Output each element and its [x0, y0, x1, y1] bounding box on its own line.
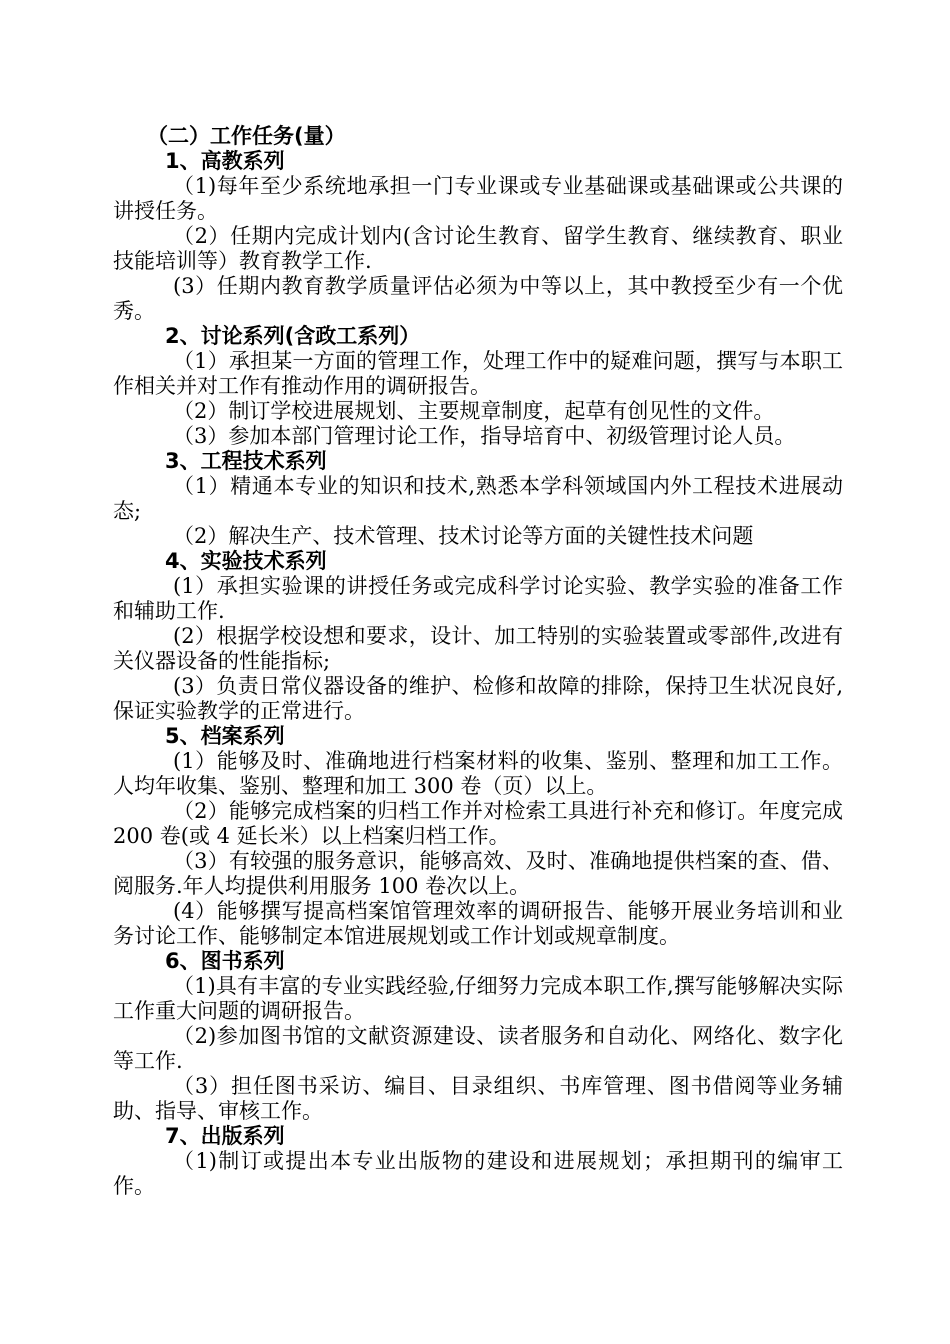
paragraph: （2）制订学校进展规划、主要规章制度，起草有创见性的文件。 [173, 399, 775, 423]
paragraph: （2）解决生产、技术管理、技术讨论等方面的关键性技术问题 [173, 524, 754, 548]
section-heading: 5、档案系列 [165, 724, 285, 748]
paragraph: （3）有较强的服务意识，能够高效、及时、准确地提供档案的查、借、阅服务.年人均提供利用服务 100 卷次以上。 [113, 849, 843, 898]
section-heading: 4、实验技术系列 [165, 549, 327, 573]
section-6 [113, 949, 843, 1124]
paragraph: （2）任期内完成计划内(含讨论生教育、留学生教育、继续教育、职业技能培训等）教育教学工作. [113, 224, 843, 273]
paragraph: （2）能够完成档案的归档工作并对检索工具进行补充和修订。年度完成 200 卷(或 4 延长米）以上档案归档工作。 [113, 799, 843, 848]
paragraph: (3）任期内教育教学质量评估必须为中等以上，其中教授至少有一个优秀。 [113, 274, 843, 323]
paragraph: （3）担任图书采访、编目、目录组织、书库管理、图书借阅等业务辅助、指导、审核工作。 [113, 1074, 843, 1123]
paragraph: （2)参加图书馆的文献资源建设、读者服务和自动化、网络化、数字化等工作. [113, 1024, 843, 1073]
paragraph: （1)具有丰富的专业实践经验,仔细努力完成本职工作,撰写能够解决实际工作重大问题的调研报告。 [113, 974, 843, 1023]
paragraph: （1）精通本专业的知识和技术,熟悉本学科领域国内外工程技术进展动态; [113, 474, 843, 523]
section-heading: 6、图书系列 [165, 949, 285, 973]
paragraph: (1）承担实验课的讲授任务或完成科学讨论实验、教学实验的准备工作和辅助工作. [113, 574, 843, 623]
section-7 [113, 1124, 843, 1199]
paragraph: （3）参加本部门管理讨论工作，指导培育中、初级管理讨论人员。 [173, 424, 796, 448]
paragraph: （1）承担某一方面的管理工作，处理工作中的疑难问题，撰写与本职工作相关并对工作有推动作用的调研报告。 [113, 349, 843, 398]
section-4 [113, 549, 843, 724]
section-3 [113, 449, 843, 549]
section-heading: 7、出版系列 [165, 1124, 285, 1148]
paragraph: （1)每年至少系统地承担一门专业课或专业基础课或基础课或公共课的讲授任务。 [113, 174, 843, 223]
paragraph: (3）负责日常仪器设备的维护、检修和故障的排除，保持卫生状况良好,保证实验教学的正常进行。 [113, 674, 843, 723]
paragraph: (1）能够及时、准确地进行档案材料的收集、鉴别、整理和加工工作。人均年收集、鉴别、整理和加工 300 卷（页）以上。 [113, 749, 843, 798]
page-title: （二）工作任务(量） [147, 124, 346, 148]
section-heading: 1、高教系列 [165, 149, 285, 173]
section-1 [113, 149, 843, 324]
document-body [113, 124, 843, 1199]
section-5 [113, 724, 843, 949]
section-heading: 3、工程技术系列 [165, 449, 327, 473]
paragraph: (2）根据学校设想和要求，设计、加工特别的实验装置或零部件,改进有关仪器设备的性能指标; [113, 624, 843, 673]
section-heading: 2、讨论系列(含政工系列） [165, 324, 421, 348]
section-2 [113, 324, 843, 449]
paragraph: （1)制订或提出本专业出版物的建设和进展规划；承担期刊的编审工作。 [113, 1149, 843, 1198]
paragraph: (4）能够撰写提高档案馆管理效率的调研报告、能够开展业务培训和业务讨论工作、能够制定本馆进展规划或工作计划或规章制度。 [113, 899, 843, 948]
